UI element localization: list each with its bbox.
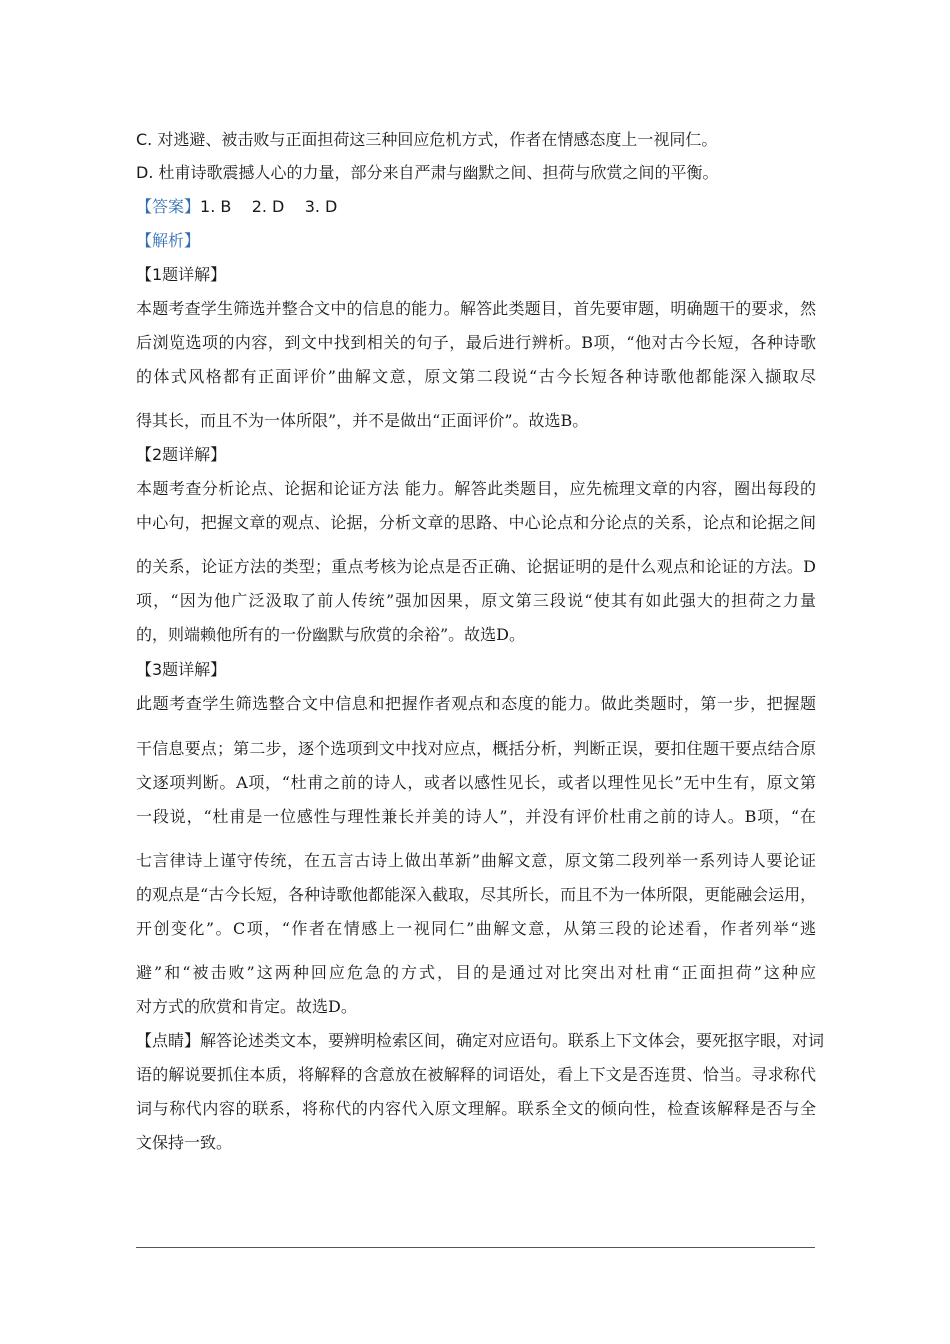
q3-line: 避”和“被击败”这两种回应危急的方式，目的是通过对比突出对杜甫“正面担荷”这种应 xyxy=(136,963,816,982)
tip-line: 语的解说要抓住本质，将解释的含意放在被解释的词语处，看上下文是否连贯、恰当。寻求称代 xyxy=(136,1065,816,1084)
answer-label: 【答案】 xyxy=(136,197,201,216)
q3-heading: 【3题详解】 xyxy=(136,660,227,679)
q3-line: 七言律诗上谨守传统，在五言古诗上做出革新”曲解文意，原文第二段列举一系列诗人要论证 xyxy=(136,851,816,870)
q3-line: 文逐项判断。A项，“杜甫之前的诗人，或者以感性见长，或者以理性见长”无中生有，原文第 xyxy=(136,773,816,792)
q2-line: 的关系，论证方法的类型；重点考核为论点是否正确、论据证明的是什么观点和论证的方法。D xyxy=(136,557,816,576)
q3-line: 干信息要点；第二步，逐个选项到文中找对应点，概括分析，判断正误，要扣住题干要点结合原 xyxy=(136,739,816,758)
q2-line: 中心句，把握文章的观点、论据，分析文章的思路、中心论点和分论点的关系，论点和论据之间 xyxy=(136,513,816,532)
tip-line: 文保持一致。 xyxy=(136,1133,233,1152)
answer-text: 1. B 2. D 3. D xyxy=(200,197,338,216)
q3-line: 此题考查学生筛选整合文中信息和把握作者观点和态度的能力。做此类题时，第一步，把握题 xyxy=(136,694,816,713)
q1-line: 得其长，而且不为一体所限”，并不是做出“正面评价”。故选B。 xyxy=(136,411,589,430)
q1-line: 本题考查学生筛选并整合文中的信息的能力。解答此类题目，首先要审题，明确题干的要求，然 xyxy=(136,299,816,318)
q1-line: 的体式风格都有正面评价”曲解文意，原文第二段说“古今长短各种诗歌他都能深入撷取尽 xyxy=(136,367,816,386)
q3-line: 一段说，“杜甫是一位感性与理性兼长并美的诗人”，并没有评价杜甫之前的诗人。B项，“在 xyxy=(136,807,816,826)
option-c: C. 对逃避、被击败与正面担荷这三种回应危机方式，作者在情感态度上一视同仁。 xyxy=(136,130,718,149)
q1-heading: 【1题详解】 xyxy=(136,265,227,284)
analysis-label: 【解析】 xyxy=(136,231,201,250)
answer-line xyxy=(136,197,816,217)
q2-line: 项，“因为他广泛汲取了前人传统”强加因果，原文第三段说“使其有如此强大的担荷之力量 xyxy=(136,591,816,610)
tip-label: 【点睛】 xyxy=(136,1031,201,1050)
footer-divider xyxy=(136,1247,815,1248)
q3-line: 的观点是“古今长短，各种诗歌他都能深入截取，尽其所长，而且不为一体所限，更能融会运用， xyxy=(136,885,817,904)
tip-first-line xyxy=(136,1031,825,1051)
q2-line: 的，则端赖他所有的一份幽默与欣赏的余裕”。故选D。 xyxy=(136,625,526,644)
q2-heading: 【2题详解】 xyxy=(136,445,227,464)
tip-line: 词与称代内容的联系，将称代的内容代入原文理解。联系全文的倾向性，检查该解释是否与全 xyxy=(136,1099,816,1118)
q2-line: 本题考查分析论点、论据和论证方法 能力。解答此类题目，应先梳理文章的内容，圈出每段的 xyxy=(136,479,816,498)
option-d: D. 杜甫诗歌震撼人心的力量，部分来自严肃与幽默之间、担荷与欣赏之间的平衡。 xyxy=(136,163,719,182)
q3-line: 开创变化”。C项，“作者在情感上一视同仁”曲解文意，从第三段的论述看，作者列举“逃 xyxy=(136,919,816,938)
q3-line: 对方式的欣赏和肯定。故选D。 xyxy=(136,997,357,1016)
tip-first-text: 解答论述类文本，要辨明检索区间，确定对应语句。联系上下文体会，要死抠字眼，对词 xyxy=(200,1031,825,1050)
q1-line: 后浏览选项的内容，到文中找到相关的句子，最后进行辨析。B项，“他对古今长短，各种诗歌 xyxy=(136,333,816,352)
